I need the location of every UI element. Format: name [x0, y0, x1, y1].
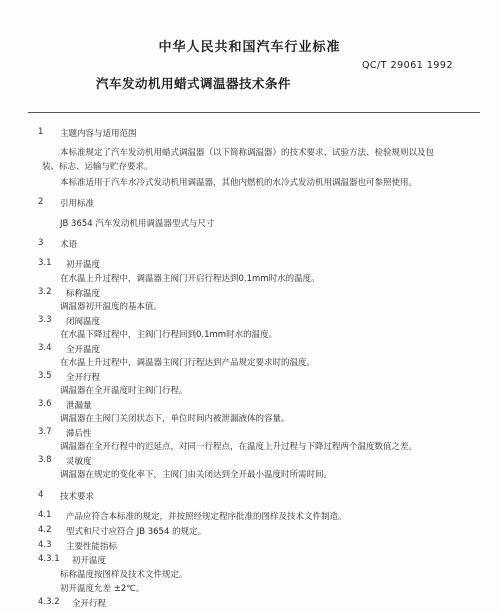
- term-3-7-name: 滞后性: [66, 429, 92, 439]
- term-3-8-definition: 调温器在规定的变化率下，主阀门由关闭达到全开最小温度时所需时间。: [60, 470, 333, 480]
- item-4-2-text: 型式和尺寸应符合 JB 3654 的规定。: [66, 527, 207, 537]
- term-3-8-number: 3.8: [38, 455, 52, 465]
- term-3-2-name: 标称温度: [66, 289, 101, 299]
- item-4-1-number: 4.1: [38, 510, 52, 520]
- term-3-3-name: 闭阀温度: [66, 317, 101, 327]
- section-2-number: 2: [38, 197, 44, 207]
- section-4-heading: 技术要求: [60, 492, 95, 502]
- term-3-6-number: 3.6: [38, 399, 52, 409]
- item-4-3-1-text: 初开温度: [72, 556, 107, 566]
- header-divider: [28, 112, 480, 113]
- item-4-3-1-line-2: 初开温度允差 ±2℃。: [60, 584, 145, 594]
- item-4-3-1-number: 4.3.1: [38, 554, 60, 564]
- section-1-paragraph-1: 本标准规定了汽车发动机用蜡式调温器（以下简称调温器）的技术要求、试验方法、检验规则以及包: [60, 148, 435, 158]
- section-4-number: 4: [38, 490, 44, 500]
- term-3-1-number: 3.1: [38, 258, 52, 268]
- term-3-1-definition: 在水温上升过程中，调温器主阀门开启行程达到0.1mm时水的温度。: [60, 274, 320, 284]
- section-3-heading: 术语: [60, 240, 78, 250]
- term-3-2-number: 3.2: [38, 287, 52, 297]
- section-3-number: 3: [38, 238, 44, 248]
- term-3-3-definition: 在水温下降过程中，主阀门行程回到0.1mm时水的温度。: [60, 330, 278, 340]
- term-3-5-name: 全开行程: [66, 373, 101, 383]
- section-1-paragraph-1-cont: 装、标志、运输与贮存要求。: [42, 162, 153, 172]
- item-4-3-2-text: 全开行程: [72, 599, 107, 609]
- term-3-6-name: 泄漏量: [66, 401, 92, 411]
- term-3-4-number: 3.4: [38, 343, 52, 353]
- standard-category-title: 中华人民共和国汽车行业标准: [158, 40, 341, 55]
- term-3-7-definition: 调温器在全开行程中的迟延点，对同一行程点，在温度上升过程与下降过程两个温度数值之差。: [60, 442, 418, 452]
- term-3-5-definition: 调温器在全开温度时主阀门行程。: [60, 386, 188, 396]
- term-3-8-name: 灵敏度: [66, 457, 92, 467]
- section-1-heading: 主题内容与适用范围: [60, 129, 137, 139]
- term-3-3-number: 3.3: [38, 315, 52, 325]
- document-title: 汽车发动机用蜡式调温器技术条件: [96, 76, 292, 91]
- item-4-3-2-number: 4.3.2: [38, 597, 60, 607]
- term-3-4-name: 全开温度: [66, 345, 101, 355]
- section-1-paragraph-2: 本标准适用于汽车水冷式发动机用调温器，其他内燃机的水冷式发动机用调温器也可参照使用。: [60, 178, 418, 188]
- section-1-number: 1: [38, 127, 44, 137]
- item-4-3-1-line-1: 标称温度按图样及技术文件规定。: [60, 570, 188, 580]
- item-4-3-number: 4.3: [38, 540, 52, 550]
- section-2-heading: 引用标准: [60, 199, 95, 209]
- item-4-1-text: 产品应符合本标准的规定，并按照经规定程序批准的图样及技术文件制造。: [66, 512, 347, 522]
- item-4-2-number: 4.2: [38, 525, 52, 535]
- term-3-5-number: 3.5: [38, 371, 52, 381]
- term-3-7-number: 3.7: [38, 427, 52, 437]
- term-3-1-name: 初开温度: [66, 260, 101, 270]
- section-2-item: JB 3654 汽车发动机用调温器型式与尺寸: [60, 219, 215, 229]
- item-4-3-text: 主要性能指标: [66, 542, 118, 552]
- term-3-2-definition: 调温器初开温度的基本值。: [60, 302, 163, 312]
- term-3-4-definition: 在水温上升过程中，调温器主阀门行程达到产品规定要求时的温度。: [60, 358, 316, 368]
- term-3-6-definition: 调温器在主阀门关闭状态下，单位时间内被泄漏液体的容量。: [60, 414, 290, 424]
- standard-number: QC/T 29061 1992: [361, 60, 453, 71]
